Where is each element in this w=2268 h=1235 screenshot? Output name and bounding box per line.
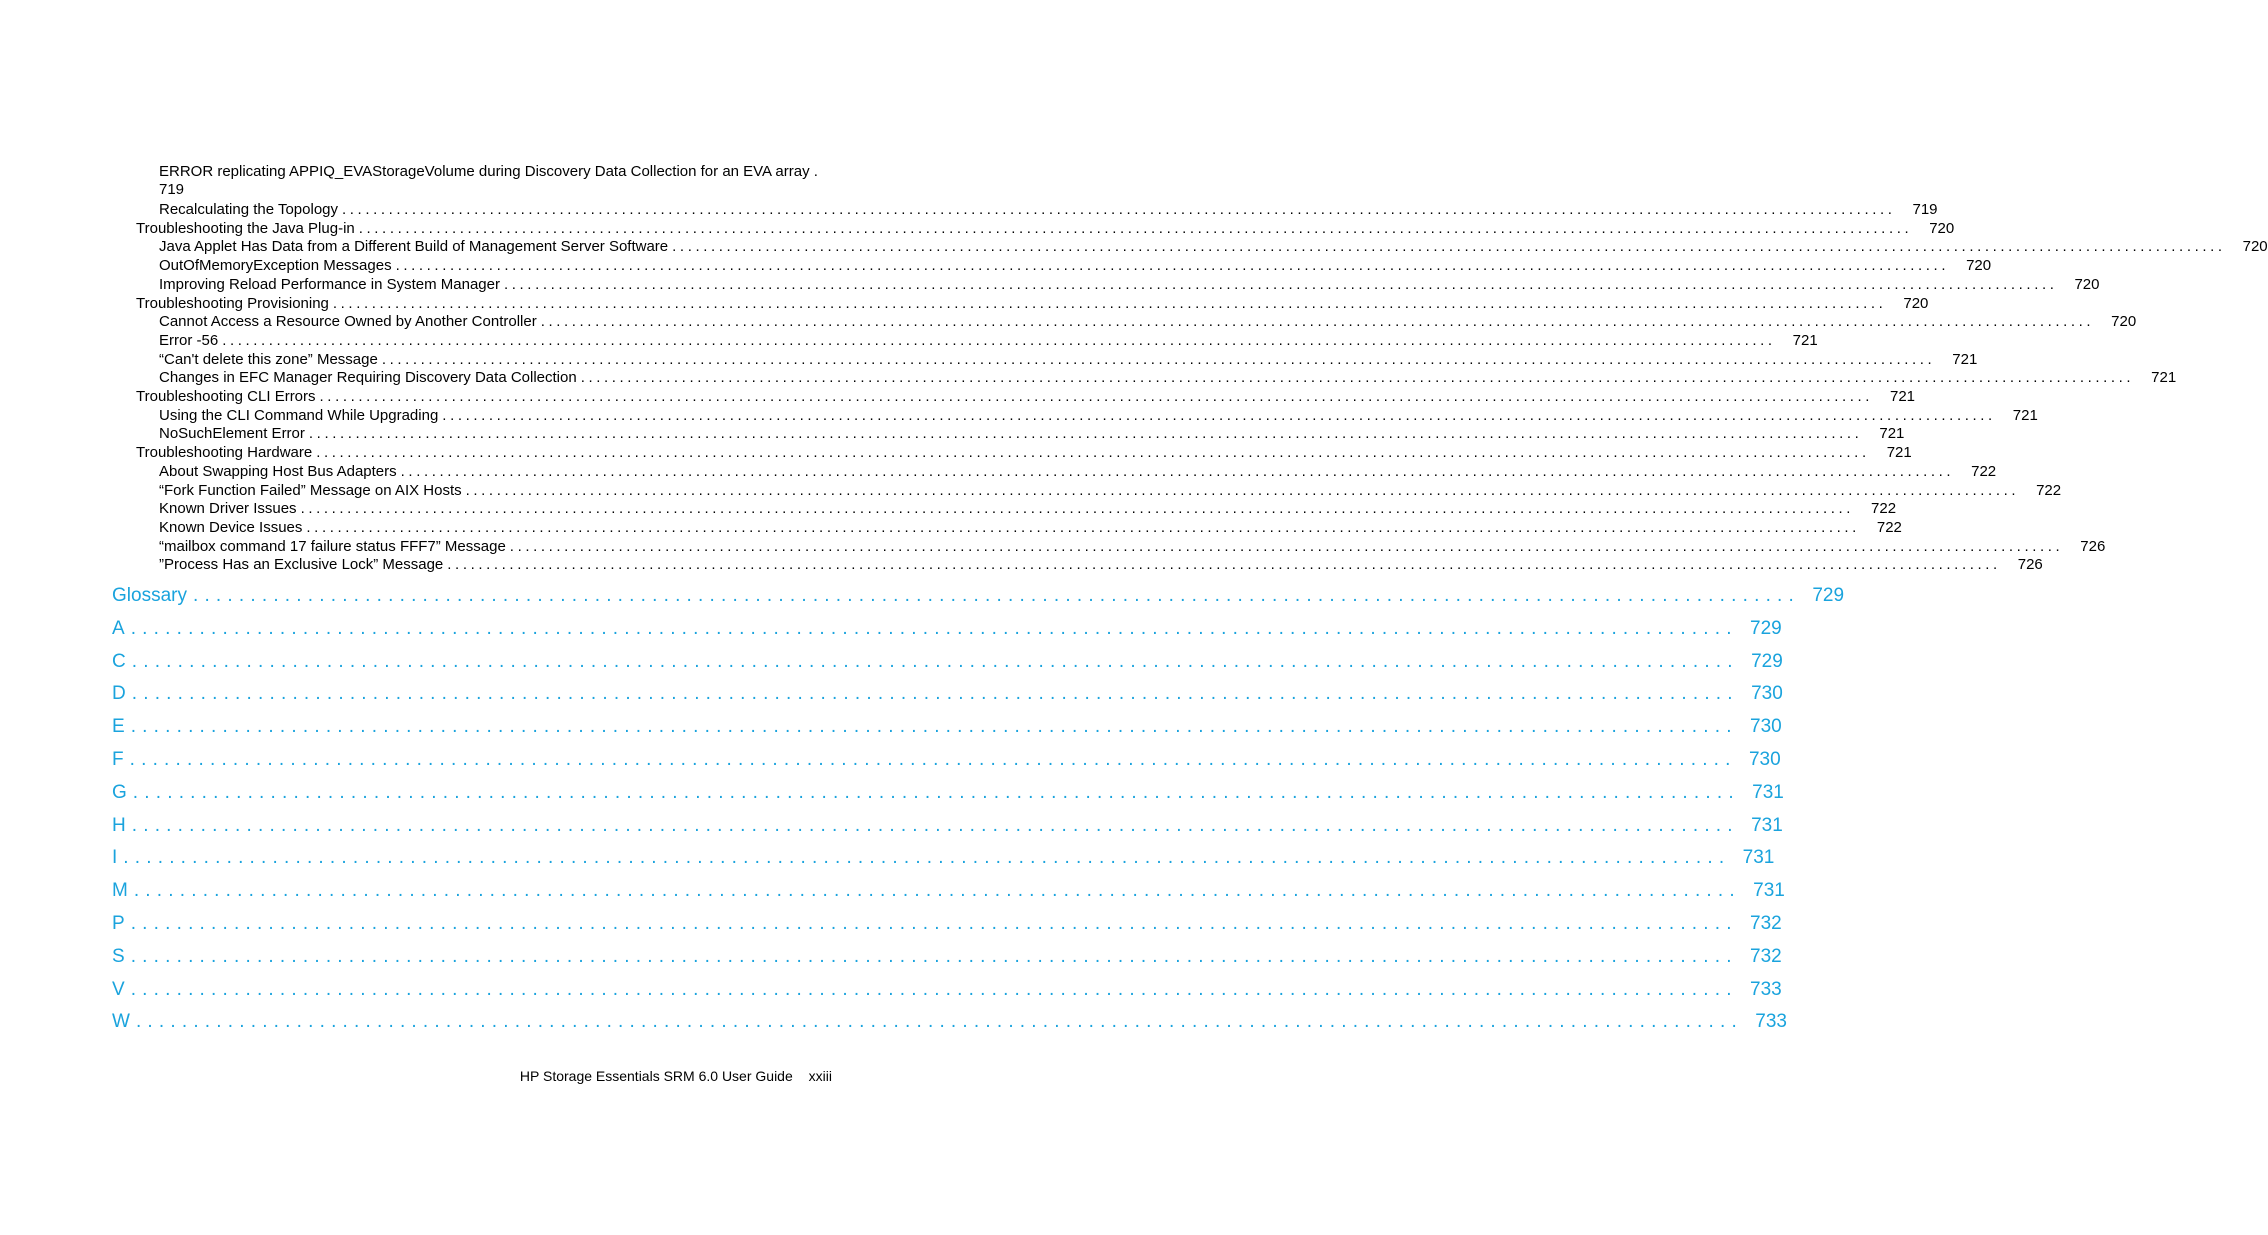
- toc-entry-title: Troubleshooting Hardware: [136, 444, 313, 462]
- toc-entry-page: 731: [1751, 814, 1783, 836]
- toc-entry-page: 722: [1871, 500, 1897, 518]
- glossary-letter-link[interactable]: [112, 715, 1782, 739]
- toc-entry[interactable]: [136, 388, 1916, 406]
- glossary-letter-link[interactable]: [112, 781, 1784, 805]
- toc-leader: ............................................................................................................................................: [130, 978, 1738, 1000]
- toc-entry-title: A: [112, 617, 125, 639]
- toc-leader: ............................................................................................................................................: [192, 585, 1801, 606]
- toc-entry-page: 726: [2017, 556, 2043, 574]
- toc-leader: ........................................................................................................................................................................................................: [447, 556, 2001, 574]
- toc-leader: ............................................................................................................................................: [135, 1011, 1743, 1033]
- toc-leader: ............................................................................................................................................: [130, 617, 1738, 639]
- toc-entry-title: Error -56: [159, 331, 219, 349]
- toc-entry[interactable]: [159, 481, 2062, 500]
- toc-entry[interactable]: [136, 219, 1955, 238]
- toc-entry-title: Improving Reload Performance in System Manager: [159, 275, 500, 293]
- toc-entry-title: Known Driver Issues: [159, 500, 297, 518]
- toc-entry-page: 720: [2111, 313, 2137, 331]
- toc-leader: ........................................................................................................................................................................................................: [395, 257, 1950, 275]
- glossary-link[interactable]: [112, 584, 1845, 608]
- toc-entry-page: 730: [1751, 683, 1783, 705]
- glossary-letter-link[interactable]: [112, 748, 1781, 772]
- glossary-letter-link[interactable]: [112, 945, 1782, 969]
- toc-entry-page: 729: [1812, 585, 1845, 606]
- toc-entry[interactable]: [159, 257, 1992, 275]
- toc-leader: .: [813, 163, 818, 180]
- toc-entry-title: S: [112, 945, 125, 967]
- glossary-letter-link[interactable]: [112, 682, 1783, 706]
- toc-entry-page: 730: [1748, 749, 1781, 770]
- toc-entry-page: 721: [2151, 369, 2177, 387]
- toc-entry-page: 733: [1750, 978, 1782, 1000]
- toc-entry-page: 722: [2036, 481, 2062, 499]
- toc-entry[interactable]: [136, 444, 1912, 462]
- toc-leader: ........................................................................................................................................................................................................: [672, 238, 2226, 256]
- toc-leader: ........................................................................................................................................................................................................: [222, 331, 1776, 349]
- toc-entry-page: 730: [1750, 716, 1782, 738]
- toc-leader: ............................................................................................................................................: [123, 847, 1731, 869]
- toc-leader: ............................................................................................................................................: [130, 913, 1738, 934]
- toc-entry-page: 720: [1966, 257, 1992, 275]
- toc-entry[interactable]: [159, 275, 2100, 294]
- toc-entry[interactable]: [159, 331, 1818, 350]
- toc-entry-title: H: [112, 814, 126, 836]
- toc-entry[interactable]: [159, 313, 2137, 331]
- toc-entry-title: G: [112, 781, 127, 803]
- toc-entry-title: W: [112, 1011, 130, 1033]
- toc-entry-title: “mailbox command 17 failure status FFF7” Message: [159, 537, 506, 555]
- toc-entry[interactable]: [159, 350, 1978, 369]
- toc-entry-title: Troubleshooting the Java Plug-in: [136, 219, 355, 237]
- toc-entry-page: 720: [1929, 219, 1955, 237]
- guide-title: HP Storage Essentials SRM 6.0 User Guide: [519, 1068, 793, 1084]
- toc-entry-title: “Can't delete this zone” Message: [159, 350, 378, 368]
- toc-leader: ........................................................................................................................................................................................................: [465, 481, 2020, 499]
- toc-entry-page: 732: [1750, 913, 1782, 934]
- toc-entry[interactable]: [159, 238, 2268, 256]
- toc-leader: ........................................................................................................................................................................................................: [332, 294, 1887, 312]
- toc-leader: ........................................................................................................................................................................................................: [504, 275, 2058, 293]
- toc-entry-title: Changes in EFC Manager Requiring Discovery Data Collection: [159, 369, 577, 387]
- toc-entry-page: 731: [1753, 880, 1785, 902]
- toc-leader: ........................................................................................................................................................................................................: [316, 444, 1870, 462]
- toc-leader: ............................................................................................................................................: [131, 650, 1739, 672]
- glossary-letter-link[interactable]: [112, 912, 1782, 936]
- toc-leader: ........................................................................................................................................................................................................: [319, 388, 1874, 405]
- toc-entry-page: 732: [1750, 945, 1782, 967]
- glossary-letter-link[interactable]: [112, 978, 1782, 1002]
- toc-entry-title: C: [112, 650, 126, 672]
- toc-entry-page: 721: [2012, 406, 2038, 424]
- toc-leader: ............................................................................................................................................: [131, 814, 1739, 836]
- toc-entry[interactable]: [159, 462, 1997, 481]
- toc-entry-title: ERROR replicating APPIQ_EVAStorageVolume during Discovery Data Collection for an EVA array: [159, 163, 810, 180]
- toc-entry[interactable]: [159, 369, 2177, 387]
- toc-entry-title: M: [112, 880, 128, 902]
- toc-entry[interactable]: [159, 537, 2106, 556]
- toc-leader: ........................................................................................................................................................................................................: [381, 350, 1936, 368]
- toc-leader: ........................................................................................................................................................................................................: [358, 219, 1913, 237]
- toc-entry-title: Using the CLI Command While Upgrading: [159, 406, 439, 424]
- toc-entry-title: V: [112, 978, 125, 1000]
- toc-entry[interactable]: [159, 500, 1897, 518]
- toc-entry-title: Cannot Access a Resource Owned by Another Controller: [159, 313, 537, 331]
- glossary-letter-link[interactable]: [112, 814, 1783, 838]
- toc-entry-wrapped[interactable]: [159, 163, 832, 199]
- toc-entry[interactable]: [159, 201, 1938, 219]
- toc-leader: ........................................................................................................................................................................................................: [580, 369, 2135, 387]
- toc-entry-page: 722: [1971, 462, 1997, 480]
- toc-entry[interactable]: [159, 518, 1902, 537]
- toc-entry-page: 731: [1742, 847, 1775, 869]
- toc-entry-page: 721: [1886, 444, 1912, 462]
- toc-entry-title: Recalculating the Topology: [159, 201, 339, 218]
- toc-leader: ............................................................................................................................................: [132, 781, 1740, 803]
- toc-entry-title: Java Applet Has Data from a Different Build of Management Server Software: [159, 238, 669, 256]
- toc-leader: ............................................................................................................................................: [130, 716, 1738, 738]
- toc-entry[interactable]: [136, 294, 1929, 313]
- toc-entry-page: 720: [2242, 238, 2268, 256]
- toc-leader: ........................................................................................................................................................................................................: [442, 406, 1996, 424]
- toc-leader: ........................................................................................................................................................................................................: [306, 518, 1860, 536]
- toc-entry[interactable]: [159, 556, 2043, 574]
- toc-entry-page: 729: [1750, 617, 1782, 639]
- toc-entry-title: OutOfMemoryException Messages: [159, 257, 392, 275]
- toc-entry-title: I: [112, 847, 118, 869]
- toc-entry-title: P: [112, 913, 125, 934]
- toc-entry-title: ”Process Has an Exclusive Lock” Message: [159, 556, 444, 574]
- toc-leader: ........................................................................................................................................................................................................: [400, 462, 1955, 480]
- toc-entry-page: 731: [1752, 781, 1784, 803]
- toc-leader: ........................................................................................................................................................................................................: [308, 425, 1863, 443]
- toc-entry-page: 721: [1890, 388, 1916, 405]
- toc-entry-page: 720: [1903, 294, 1929, 312]
- glossary-letter-link[interactable]: [112, 1010, 1787, 1034]
- toc-entry-title: F: [112, 749, 124, 770]
- toc-leader: ............................................................................................................................................: [129, 749, 1737, 770]
- toc-entry-title: D: [112, 683, 126, 705]
- toc-leader: ............................................................................................................................................: [133, 880, 1741, 902]
- toc-entry-page: 733: [1755, 1011, 1787, 1033]
- toc-entry-title: NoSuchElement Error: [159, 425, 305, 443]
- toc-entry-title: About Swapping Host Bus Adapters: [159, 462, 397, 480]
- toc-entry-page: 720: [2074, 275, 2100, 293]
- toc-leader: ........................................................................................................................................................................................................: [300, 500, 1855, 518]
- toc-entry-page: 722: [1876, 518, 1902, 536]
- toc-leader: ............................................................................................................................................: [131, 683, 1739, 705]
- toc-leader: ............................................................................................................................................: [130, 945, 1738, 967]
- toc-leader: ........................................................................................................................................................................................................: [509, 537, 2064, 555]
- page-number: xxiii: [808, 1068, 832, 1084]
- toc-entry[interactable]: [159, 406, 2038, 425]
- page-footer: [520, 1067, 832, 1085]
- toc-leader: ........................................................................................................................................................................................................: [342, 201, 1896, 218]
- toc-entry-title: Known Device Issues: [159, 518, 303, 536]
- toc-entry-title: Troubleshooting CLI Errors: [136, 388, 316, 405]
- glossary-letter-link[interactable]: [112, 650, 1783, 674]
- toc-entry-title: “Fork Function Failed” Message on AIX Hosts: [159, 481, 462, 499]
- toc-entry-page: 721: [1792, 331, 1818, 349]
- toc-entry-page: 726: [2080, 537, 2106, 555]
- toc-entry-page: 719: [1912, 201, 1938, 218]
- glossary-letter-link[interactable]: [112, 617, 1782, 641]
- glossary-letter-link[interactable]: [112, 846, 1775, 870]
- toc-entry-title: E: [112, 716, 125, 738]
- toc-entry-title: Troubleshooting Provisioning: [136, 294, 329, 312]
- toc-entry-page: 719: [159, 181, 185, 198]
- toc-leader: ........................................................................................................................................................................................................: [540, 313, 2095, 331]
- toc-entry-page: 721: [1879, 425, 1905, 443]
- toc-entry-page: 729: [1751, 650, 1783, 672]
- toc-entry-title: Glossary: [112, 585, 187, 606]
- toc-entry[interactable]: [159, 425, 1905, 443]
- toc-entry-page: 721: [1952, 350, 1978, 368]
- glossary-letter-link[interactable]: [112, 879, 1785, 903]
